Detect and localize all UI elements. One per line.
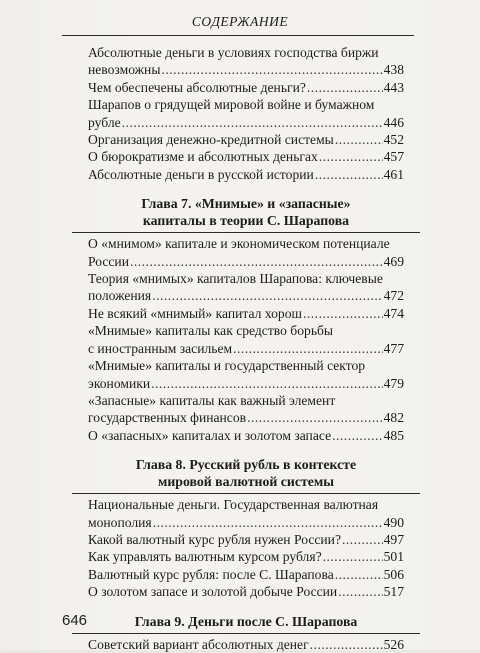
toc-entry-page: 438 [383, 62, 404, 78]
toc-entry-title-line: монополия [88, 514, 152, 530]
toc-entry-page: 479 [383, 375, 404, 391]
toc-entry [88, 131, 404, 148]
running-head: СОДЕРЖАНИЕ [191, 14, 289, 29]
dot-leader [247, 409, 383, 426]
table-of-contents [88, 44, 404, 653]
toc-entry [88, 79, 404, 96]
toc-entry [88, 566, 404, 583]
toc-entry-final-line [88, 253, 404, 270]
toc-entry-title-line: Советский вариант абсолютных денег [88, 636, 309, 652]
dot-leader [315, 166, 383, 183]
toc-entry-page: 446 [383, 114, 404, 130]
toc-entry-title-line: О золотом запасе и золотой добыче России [88, 584, 338, 600]
chapter-heading-line: Глава 8. Русский рубль в контексте [135, 457, 357, 473]
toc-entry [88, 548, 404, 565]
toc-entry-title-line: Валютный курс рубля: после С. Шарапова [88, 566, 334, 582]
dot-leader [161, 61, 382, 78]
toc-entry-page: 461 [383, 166, 404, 182]
toc-entry-page: 443 [383, 79, 404, 95]
toc-entry-final-line [88, 583, 404, 600]
toc-entry-title-line: государственных финансов [88, 410, 247, 426]
toc-entry-page: 490 [383, 514, 404, 530]
toc-entry [88, 96, 404, 131]
dot-leader [122, 114, 383, 131]
toc-entry-page: 477 [383, 340, 404, 356]
toc-entry-title-line: Теория «мнимых» капиталов Шарапова: ключевые [88, 271, 383, 287]
toc-entry-title-line: невозможны [88, 62, 161, 78]
toc-entry-final-line [88, 131, 404, 148]
toc-entry-final-line [88, 636, 404, 653]
chapter-heading-line: мировой валютной системы [157, 474, 335, 490]
toc-entry-title-line: Чем обеспечены абсолютные деньги? [88, 79, 306, 95]
toc-entry-page: 474 [383, 305, 404, 321]
toc-entry-title-line: О бюрократизме и абсолютных деньгах [88, 149, 318, 165]
toc-entry-page: 485 [383, 427, 404, 443]
toc-entry [88, 305, 404, 322]
chapter-rule [72, 633, 420, 634]
toc-entry [88, 427, 404, 444]
dot-leader [152, 287, 382, 304]
dot-leader [307, 79, 383, 96]
toc-entry-title-line: «Мнимые» капиталы и государственный сектор [88, 358, 366, 374]
dot-leader [310, 636, 383, 653]
toc-entry-final-line [88, 340, 404, 357]
dot-leader [303, 305, 383, 322]
chapter-heading [88, 456, 404, 490]
dot-leader [342, 531, 383, 548]
toc-entry [88, 531, 404, 548]
chapter-rule [72, 493, 420, 494]
chapter-heading-line: Глава 7. «Мнимые» и «запасные» [141, 196, 351, 212]
toc-entry-page: 517 [383, 584, 404, 600]
chapter-heading-line: капиталы в теории С. Шарапова [142, 213, 350, 229]
toc-entry [88, 235, 404, 270]
toc-entry-title-line: О «запасных» капиталах и золотом запасе [88, 427, 332, 443]
toc-entry-page: 452 [383, 132, 404, 148]
toc-entry-title-line: России [88, 253, 129, 269]
toc-entry-final-line [88, 531, 404, 548]
toc-entry [88, 44, 404, 79]
toc-entry-title-line: Шарапов о грядущей мировой войне и бумажном [88, 97, 375, 113]
dot-leader [335, 131, 383, 148]
toc-entry [88, 636, 404, 653]
chapter-heading [88, 613, 404, 630]
dot-leader [153, 514, 383, 531]
toc-entry-page: 469 [383, 253, 404, 269]
toc-entry-title-line: Организация денежно-кредитной системы [88, 132, 334, 148]
toc-entry-page: 506 [383, 566, 404, 582]
page-number: 646 [62, 612, 88, 629]
dot-leader [332, 427, 383, 444]
toc-entry-page: 497 [383, 531, 404, 547]
toc-entry [88, 166, 404, 183]
toc-entry-title-line: Какой валютный курс рубля нужен России? [88, 531, 341, 547]
header-rule [62, 35, 414, 36]
toc-entry-page: 482 [383, 410, 404, 426]
toc-entry-title-line: Национальные деньги. Государственная валютная [88, 497, 379, 513]
toc-entry-final-line [88, 427, 404, 444]
toc-entry-final-line [88, 166, 404, 183]
toc-entry-title-line: положения [88, 288, 152, 304]
toc-entry-title-line: Абсолютные деньги в условиях господства биржи [88, 45, 379, 60]
toc-entry-final-line [88, 566, 404, 583]
toc-entry-title-line: рубле [88, 114, 121, 130]
toc-entry-final-line [88, 409, 404, 426]
toc-entry [88, 496, 404, 531]
toc-entry-final-line [88, 514, 404, 531]
toc-entry [88, 322, 404, 357]
toc-entry-final-line [88, 61, 404, 78]
chapter-rule [72, 232, 420, 233]
toc-entry [88, 148, 404, 165]
chapter-heading-line: Глава 9. Деньги после С. Шарапова [134, 613, 358, 629]
dot-leader [151, 375, 382, 392]
dot-leader [323, 548, 383, 565]
toc-entry [88, 583, 404, 600]
toc-entry-title-line: «Запасные» капиталы как важный элемент [88, 392, 336, 408]
toc-entry-title-line: Абсолютные деньги в русской истории [88, 166, 314, 182]
toc-entry-final-line [88, 148, 404, 165]
toc-entry-title-line: Как управлять валютным курсом рубля? [88, 549, 322, 565]
dot-leader [130, 253, 383, 270]
toc-entry-page: 457 [383, 149, 404, 165]
toc-entry [88, 357, 404, 392]
toc-entry-final-line [88, 79, 404, 96]
toc-entry-page: 472 [383, 288, 404, 304]
toc-entry-final-line [88, 114, 404, 131]
toc-entry-title-line: Не всякий «мнимый» капитал хорош [88, 305, 302, 321]
toc-entry-page: 501 [383, 549, 404, 565]
chapter-heading [88, 195, 404, 229]
toc-entry-final-line [88, 548, 404, 565]
toc-entry-final-line [88, 305, 404, 322]
dot-leader [335, 566, 383, 583]
toc-entry-final-line [88, 287, 404, 304]
toc-entry-title-line: «Мнимые» капиталы как средство борьбы [88, 323, 334, 339]
toc-entry-final-line [88, 375, 404, 392]
toc-entry-title-line: экономики [88, 375, 151, 391]
dot-leader [233, 340, 383, 357]
dot-leader [338, 583, 382, 600]
toc-entry-title-line: с иностранным засильем [88, 340, 233, 356]
dot-leader [319, 148, 383, 165]
toc-entry [88, 270, 404, 305]
toc-entry [88, 392, 404, 427]
toc-entry-title-line: О «мнимом» капитале и экономическом потенциале [88, 236, 390, 252]
toc-entry-page: 526 [383, 636, 404, 652]
